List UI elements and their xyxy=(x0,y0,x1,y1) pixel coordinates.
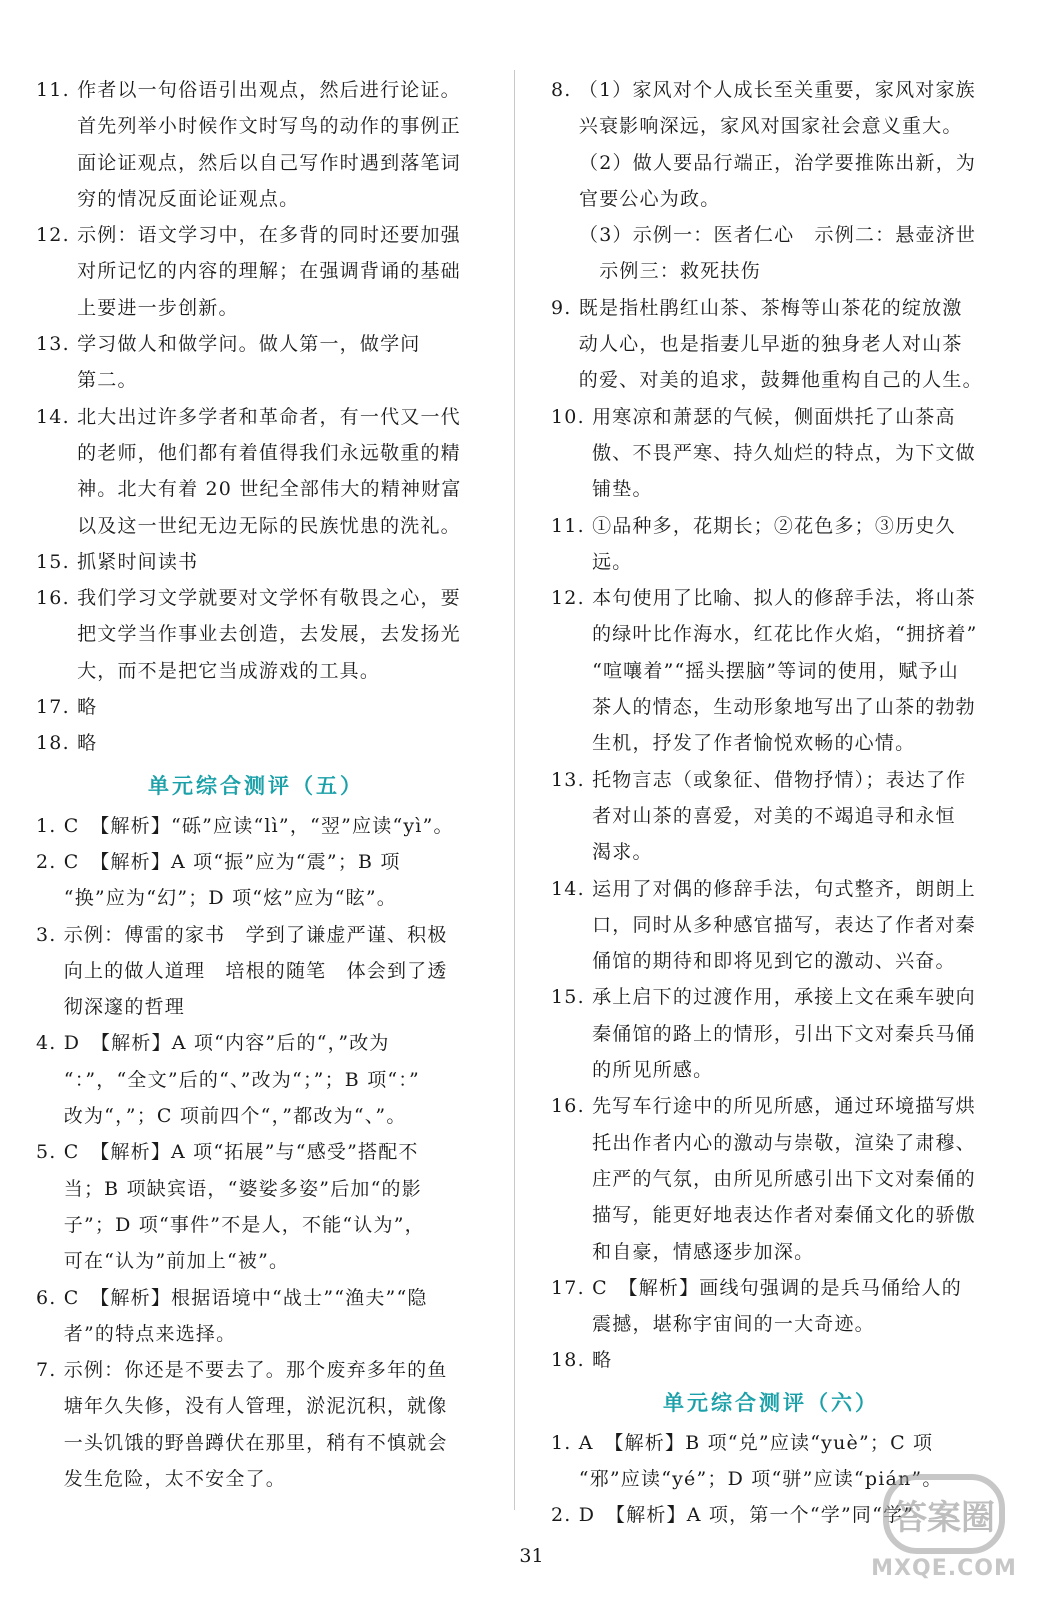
answer-line: 托物言志（或象征、借物抒情）；表达了作 xyxy=(592,768,967,791)
answer-line: C 【解析】画线句强调的是兵马俑给人的 xyxy=(592,1276,962,1299)
answer-item xyxy=(36,1134,476,1279)
answer-number: 15. xyxy=(551,986,593,1009)
page-number: 31 xyxy=(519,1545,544,1567)
answer-line: 兴衰影响深远，家风对国家社会意义重大。 xyxy=(578,115,963,138)
answer-item xyxy=(551,508,991,581)
answer-number: 3. xyxy=(36,923,64,946)
answer-item xyxy=(36,580,476,689)
answer-line: 描写，能更好地表达作者对秦俑文化的骄傲 xyxy=(592,1204,976,1227)
answer-line: ①品种多，花期长；②花色多；③历史久远。 xyxy=(592,514,956,573)
answer-subline: （2）做人要品行端正，治学要推陈出新，为 xyxy=(579,151,977,174)
answer-number: 17. xyxy=(551,1276,593,1299)
answer-number: 12. xyxy=(551,587,593,610)
answer-text xyxy=(77,399,476,544)
answer-subline: （3）示例一：医者仁心 示例二：悬壶济世 xyxy=(579,224,977,247)
answer-line: 示例：你还是不要去了。那个废弃多年的鱼 xyxy=(63,1359,448,1382)
answer-line: C 【解析】A 项“拓展”与“感受”搭配不 xyxy=(63,1141,419,1164)
answer-line: 子”；D 项“事件”不是人，不能“认为”， xyxy=(63,1213,425,1236)
answer-line: 的所见所感。 xyxy=(592,1059,714,1082)
answer-line: 彻深邃的哲理 xyxy=(63,996,185,1019)
answer-item xyxy=(551,290,991,399)
answer-number: 2. xyxy=(36,850,64,873)
watermark-glyph: 答案圈 xyxy=(883,1474,1005,1554)
answer-text xyxy=(592,762,991,871)
answer-line: 略 xyxy=(592,1349,613,1372)
answer-item xyxy=(36,689,476,725)
answer-number: 1. xyxy=(551,1431,579,1454)
answer-line: 承上启下的过渡作用，承接上文在乘车驶向 xyxy=(592,986,976,1009)
answer-text xyxy=(77,544,476,580)
answer-item xyxy=(36,72,476,217)
answer-text xyxy=(579,72,991,145)
answer-text xyxy=(77,72,476,217)
answer-item xyxy=(551,72,991,145)
answer-line: 当；B 项缺宾语，“婆娑多姿”后加“的影 xyxy=(63,1177,422,1200)
answer-number: 11. xyxy=(551,514,593,537)
answer-line: 略 xyxy=(77,696,98,719)
answer-text xyxy=(592,580,991,761)
answer-number: 15. xyxy=(36,550,78,573)
answer-line: D 【解析】A 项，第一个“学”同“学” xyxy=(578,1504,915,1527)
answer-line: 动人心，也是指妻儿早逝的独身老人对山茶 xyxy=(578,333,963,356)
answer-line: 抓紧时间读书 xyxy=(77,550,199,573)
answer-line: “换”应为“幻”；D 项“炫”应为“眩”。 xyxy=(63,887,397,910)
answer-number: 16. xyxy=(551,1095,593,1118)
answer-text xyxy=(64,844,476,917)
answer-text xyxy=(592,871,991,980)
answer-line: 托出作者内心的激动与崇敬，渲染了肃穆、 xyxy=(592,1131,976,1154)
answer-line: 傲、不畏严寒、持久灿烂的特点，为下文做 xyxy=(592,441,976,464)
right-answer-list-a xyxy=(551,290,991,1379)
answer-line: 神。北大有着 20 世纪全部伟大的精神财富 xyxy=(77,478,462,501)
answer-number: 2. xyxy=(551,1504,579,1527)
answer-text xyxy=(64,917,476,1026)
answer-line: 生机，抒发了作者愉悦欢畅的心情。 xyxy=(592,732,916,755)
answer-number: 10. xyxy=(551,405,593,428)
left-column xyxy=(36,72,476,1497)
answer-item xyxy=(36,326,476,399)
answer-item xyxy=(36,544,476,580)
column-divider xyxy=(514,70,515,1510)
answer-line: 用寒凉和萧瑟的气候，侧面烘托了山茶高 xyxy=(592,405,956,428)
answer-line: 运用了对偶的修辞手法，句式整齐，朗朗上 xyxy=(592,877,976,900)
answer-item xyxy=(551,871,991,980)
answer-number: 18. xyxy=(551,1349,593,1372)
answer-line: 示例：语文学习中，在多背的同时还要加强 xyxy=(77,224,461,247)
section-title-unit-5: 单元综合测评（五） xyxy=(148,773,364,798)
watermark-text: MXQE.COM xyxy=(871,1556,1017,1581)
answer-line: D 【解析】A 项“内容”后的“，”改为 xyxy=(63,1032,390,1055)
answer-number: 14. xyxy=(551,877,593,900)
answer-subline: 官要公心为政。 xyxy=(579,187,721,210)
answer-text xyxy=(64,808,476,844)
answer-line: 秦俑馆的路上的情形，引出下文对秦兵马俑 xyxy=(592,1022,976,1045)
answer-line: 茶人的情态，生动形象地写出了山茶的勃勃 xyxy=(592,696,976,719)
answer-line: 大，而不是把它当成游戏的工具。 xyxy=(77,659,381,682)
answer-text xyxy=(579,290,991,399)
answer-line: “喧嚷着”“摇头摆脑”等词的使用，赋予山 xyxy=(592,659,959,682)
answer-text xyxy=(77,725,476,761)
answer-item xyxy=(551,979,991,1088)
answer-item xyxy=(36,1352,476,1497)
answer-line: “邪”应读“yé”；D 项“骈”应读“pián”。 xyxy=(578,1467,943,1490)
answer-number: 11. xyxy=(36,79,78,101)
answer-line: 第二。 xyxy=(77,369,138,392)
answer-line: 对所记忆的内容的理解；在强调背诵的基础 xyxy=(77,260,461,283)
answer-line: 北大出过许多学者和革命者，有一代又一代 xyxy=(77,405,461,428)
answer-line: C 【解析】“砾”应读“lì”，“翌”应读“yì”。 xyxy=(63,814,454,837)
answer-line: C 【解析】根据语境中“战士”“渔夫”“隐 xyxy=(63,1286,428,1309)
answer-line: 既是指杜鹃红山茶、茶梅等山茶花的绽放激 xyxy=(578,296,963,319)
answer-line: 把文学当作事业去创造，去发展，去发扬光 xyxy=(77,623,461,646)
answer-text xyxy=(77,580,476,689)
answer-line: 和自豪，情感逐步加深。 xyxy=(592,1240,815,1263)
answer-number: 4. xyxy=(36,1032,64,1055)
answer-text xyxy=(592,1342,991,1378)
answer-item xyxy=(36,725,476,761)
answer-item xyxy=(551,399,991,508)
answer-item xyxy=(36,917,476,1026)
answer-line: 铺垫。 xyxy=(592,478,653,501)
answer-number: 16. xyxy=(36,587,78,610)
answer-line: 首先列举小时候作文时写鸟的动作的事例正 xyxy=(77,115,461,138)
answer-text xyxy=(592,979,991,1088)
answer-text xyxy=(77,217,476,326)
answer-text xyxy=(592,399,991,508)
answer-item xyxy=(36,217,476,326)
answer-line: 本句使用了比喻、拟人的修辞手法，将山茶 xyxy=(592,587,976,610)
answer-line: 一头饥饿的野兽蹲伏在那里，稍有不慎就会 xyxy=(63,1431,448,1454)
answer-line: C 【解析】A 项“振”应为“震”；B 项 xyxy=(63,850,401,873)
answer-subline: 示例三：救死扶伤 xyxy=(579,260,761,283)
answer-line: 可在“认为”前加上“被”。 xyxy=(63,1250,290,1273)
answer-item xyxy=(36,844,476,917)
answer-line: 塘年久失修，没有人管理，淤泥沉积，就像 xyxy=(63,1395,448,1418)
answer-text xyxy=(64,1280,476,1353)
answer-line: 庄严的气氛，由所见所感引出下文对秦俑的 xyxy=(592,1167,976,1190)
answer-line: 以及这一世纪无边无际的民族忧患的洗礼。 xyxy=(77,514,461,537)
answer-number: 13. xyxy=(551,768,593,791)
answer-line: 上要进一步创新。 xyxy=(77,296,239,319)
answer-text xyxy=(64,1134,476,1279)
answer-line: 渴求。 xyxy=(592,841,653,864)
answer-number: 12. xyxy=(36,224,78,247)
answer-item xyxy=(36,1280,476,1353)
answer-line: “：”，“全文”后的“、”改为“；”；B 项“：” xyxy=(63,1068,420,1091)
answer-line: 先写车行途中的所见所感，通过环境描写烘 xyxy=(592,1095,976,1118)
answer-number: 6. xyxy=(36,1286,64,1309)
answer-line: 作者以一句俗语引出观点，然后进行论证。 xyxy=(77,79,461,101)
answer-line: 口，同时从多种感官描写，表达了作者对秦 xyxy=(592,913,976,936)
answer-line: 发生危险，太不安全了。 xyxy=(63,1467,286,1490)
answer-line: 穷的情况反面论证观点。 xyxy=(77,187,300,210)
answer-line: 的爱、对美的追求，鼓舞他重构自己的人生。 xyxy=(578,369,983,392)
answer-line: A 【解析】B 项“兑”应读“yuè”；C 项 xyxy=(578,1431,934,1454)
left-answer-list-a xyxy=(36,72,476,762)
answer-number: 8. xyxy=(551,79,579,101)
answer-number: 18. xyxy=(36,732,78,755)
answer-number: 14. xyxy=(36,405,78,428)
answer-line: 者”的特点来选择。 xyxy=(63,1322,237,1345)
answer-number: 13. xyxy=(36,333,78,356)
answer-line: 示例：傅雷的家书 学到了谦虚严谨、积极 xyxy=(63,923,448,946)
answer-line: 的老师，他们都有着值得我们永远敬重的精 xyxy=(77,441,461,464)
answer-line: 俑馆的期待和即将见到它的激动、兴奋。 xyxy=(592,950,956,973)
answer-number: 9. xyxy=(551,296,579,319)
answer-text xyxy=(64,1352,476,1497)
left-answer-list-b xyxy=(36,808,476,1498)
answer-number: 1. xyxy=(36,814,64,837)
answer-item xyxy=(36,1025,476,1134)
answer-text xyxy=(592,1088,991,1269)
right-column xyxy=(551,72,991,1534)
answer-number: 7. xyxy=(36,1359,64,1382)
answer-line: 震撼，堪称宇宙间的一大奇迹。 xyxy=(592,1313,875,1336)
answer-line: 向上的做人道理 培根的随笔 体会到了透 xyxy=(63,959,448,982)
answer-line: 的绿叶比作海水，红花比作火焰，“拥挤着” xyxy=(592,623,978,646)
answer-line: 我们学习文学就要对文学怀有敬畏之心，要 xyxy=(77,587,461,610)
answer-line: 略 xyxy=(77,732,98,755)
answer-line: 面论证观点，然后以自己写作时遇到落笔词 xyxy=(77,151,461,174)
answer-item xyxy=(551,1088,991,1269)
answer-text xyxy=(64,1025,476,1134)
answer-text xyxy=(592,508,991,581)
answer-line: 者对山茶的喜爱，对美的不竭追寻和永恒 xyxy=(592,804,956,827)
answer-text xyxy=(592,1270,991,1343)
answer-number: 5. xyxy=(36,1141,64,1164)
answer-item xyxy=(551,580,991,761)
answer-item xyxy=(36,399,476,544)
answer-item xyxy=(36,808,476,844)
answer-item xyxy=(551,1270,991,1343)
answer-line: （1）家风对个人成长至关重要，家风对家族 xyxy=(578,79,976,101)
watermark-logo xyxy=(859,1470,1029,1585)
answer-item xyxy=(551,1342,991,1378)
answer-item-8 xyxy=(551,72,991,290)
answer-text xyxy=(77,689,476,725)
answer-number: 17. xyxy=(36,696,78,719)
answer-text xyxy=(77,326,476,399)
answer-line: 改为“，”；C 项前四个“，”都改为“、”。 xyxy=(63,1105,407,1128)
answer-item xyxy=(551,762,991,871)
section-title-unit-6: 单元综合测评（六） xyxy=(663,1390,879,1415)
answer-line: 学习做人和做学问。做人第一，做学问 xyxy=(77,333,421,356)
